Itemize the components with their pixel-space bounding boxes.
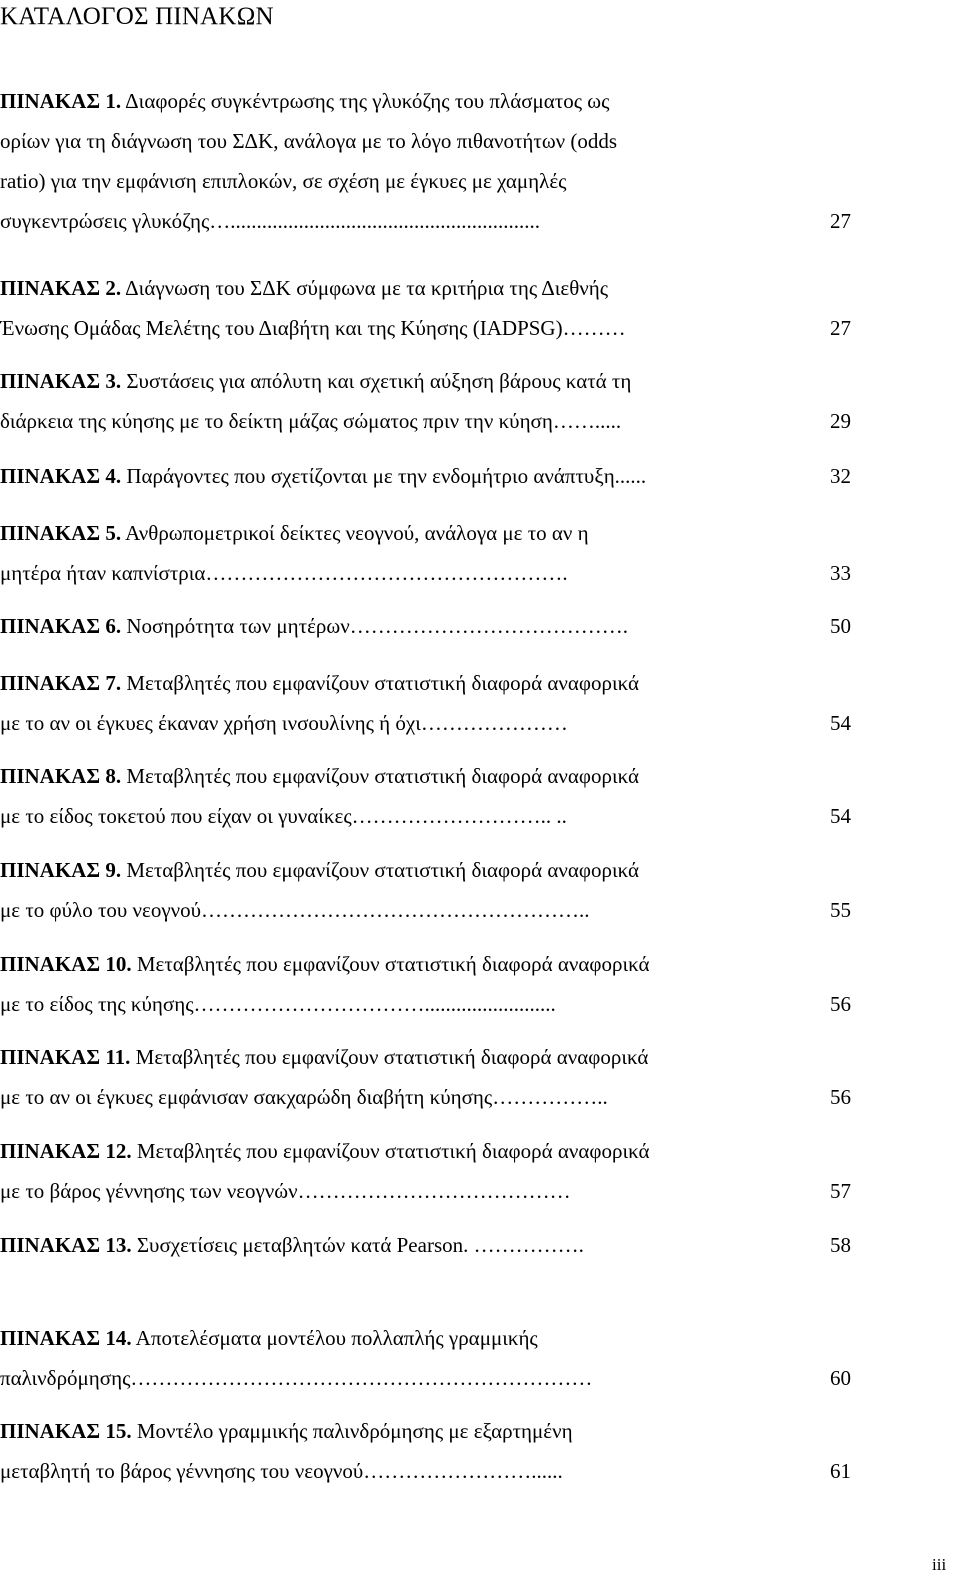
- table-label: ΠΙΝΑΚΑΣ 14.: [0, 1326, 132, 1350]
- toc-entry-first-line: [0, 368, 820, 396]
- table-caption-text: Αποτελέσματα μοντέλου πολλαπλής γραμμικής: [131, 1326, 538, 1350]
- toc-entry-line: [0, 560, 820, 588]
- table-caption-text: συγκεντρώσεις γλυκόζης…...........................................................: [0, 209, 541, 233]
- table-label: ΠΙΝΑΚΑΣ 8.: [0, 764, 122, 788]
- table-caption-text: Μεταβλητές που εμφανίζουν στατιστική διαφορά αναφορικά: [131, 1139, 650, 1163]
- table-caption-text: Μεταβλητές που εμφανίζουν στατιστική διαφορά αναφορικά: [131, 952, 650, 976]
- table-caption-text: Συστάσεις για απόλυτη και σχετική αύξηση βάρους κατά τη: [121, 369, 632, 393]
- toc-page-number: 58: [830, 1233, 851, 1257]
- toc-page-number: 33: [830, 561, 851, 585]
- table-caption-text: ορίων για τη διάγνωση του ΣΔΚ, ανάλογα με το λόγο πιθανοτήτων (odds: [0, 129, 618, 153]
- toc-entry-first-line: [0, 88, 820, 116]
- table-caption-text: Νοσηρότητα των μητέρων………………………………….: [121, 614, 628, 638]
- table-caption-text: με το είδος της κύησης…………………………….........................: [0, 992, 556, 1016]
- table-caption-text: μεταβλητή το βάρος γέννησης του νεογνού……………………......: [0, 1459, 563, 1483]
- table-caption-text: μητέρα ήταν καπνίστρια…………………………………………….: [0, 561, 568, 585]
- toc-entry-first-line: [0, 951, 820, 979]
- table-caption-text: Μεταβλητές που εμφανίζουν στατιστική διαφορά αναφορικά: [121, 671, 640, 695]
- table-label: ΠΙΝΑΚΑΣ 10.: [0, 952, 132, 976]
- toc-page-number: 61: [830, 1459, 851, 1483]
- page-title: ΚΑΤΑΛΟΓΟΣ ΠΙΝΑΚΩΝ: [0, 3, 274, 30]
- toc-entry-line: [0, 1458, 820, 1486]
- toc-entry-line: [0, 208, 820, 236]
- table-caption-text: με το είδος τοκετού που είχαν οι γυναίκες……………………….. ..: [0, 804, 567, 828]
- table-label: ΠΙΝΑΚΑΣ 4.: [0, 464, 122, 488]
- toc-entry-line: [0, 128, 820, 156]
- toc-entry-first-line: [0, 1418, 820, 1446]
- table-label: ΠΙΝΑΚΑΣ 3.: [0, 369, 122, 393]
- table-label: ΠΙΝΑΚΑΣ 5.: [0, 521, 122, 545]
- toc-entry-first-line: [0, 763, 820, 791]
- table-label: ΠΙΝΑΚΑΣ 11.: [0, 1045, 131, 1069]
- table-caption-text: διάρκεια της κύησης με το δείκτη μάζας σώματος πριν την κύηση…….....: [0, 409, 622, 433]
- toc-entry-first-line: [0, 857, 820, 885]
- toc-page-number: 54: [830, 804, 851, 828]
- table-caption-text: Μεταβλητές που εμφανίζουν στατιστική διαφορά αναφορικά: [121, 858, 640, 882]
- table-caption-text: Συσχετίσεις μεταβλητών κατά Pearson. …………….: [131, 1233, 584, 1257]
- table-label: ΠΙΝΑΚΑΣ 9.: [0, 858, 122, 882]
- toc-page-number: 27: [830, 316, 851, 340]
- toc-entry-first-line: [0, 1325, 820, 1353]
- toc-page-number: 32: [830, 464, 851, 488]
- toc-entry-line: [0, 897, 820, 925]
- toc-entry-first-line: [0, 1232, 820, 1260]
- toc-entry-line: [0, 991, 820, 1019]
- table-label: ΠΙΝΑΚΑΣ 6.: [0, 614, 122, 638]
- toc-page-number: 50: [830, 614, 851, 638]
- toc-entry-line: [0, 315, 820, 343]
- toc-entry-line: [0, 168, 820, 196]
- toc-entry-first-line: [0, 1138, 820, 1166]
- page-number-footer: iii: [932, 1555, 947, 1574]
- toc-entry-first-line: [0, 670, 820, 698]
- table-caption-text: Διάγνωση του ΣΔΚ σύμφωνα με τα κριτήρια της Διεθνής: [121, 276, 609, 300]
- table-label: ΠΙΝΑΚΑΣ 13.: [0, 1233, 132, 1257]
- toc-entry-line: [0, 710, 820, 738]
- table-caption-text: παλινδρόμησης…………………………………………………………: [0, 1366, 593, 1390]
- toc-page-number: 55: [830, 898, 851, 922]
- toc-page-number: 60: [830, 1366, 851, 1390]
- toc-page-number: 29: [830, 409, 851, 433]
- table-caption-text: με το αν οι έγκυες έκαναν χρήση ινσουλίνης ή όχι…………………: [0, 711, 568, 735]
- toc-page-number: 27: [830, 209, 851, 233]
- table-caption-text: Ανθρωπομετρικοί δείκτες νεογνού, ανάλογα με το αν η: [121, 521, 589, 545]
- toc-entry-first-line: [0, 520, 820, 548]
- toc-entry-line: [0, 1365, 820, 1393]
- table-label: ΠΙΝΑΚΑΣ 7.: [0, 671, 122, 695]
- toc-entry-line: [0, 803, 820, 831]
- table-caption-text: Παράγοντες που σχετίζονται με την ενδομήτριο ανάπτυξη......: [121, 464, 647, 488]
- table-caption-text: Μεταβλητές που εμφανίζουν στατιστική διαφορά αναφορικά: [130, 1045, 649, 1069]
- toc-entry-first-line: [0, 613, 820, 641]
- table-caption-text: με το αν οι έγκυες εμφάνισαν σακχαρώδη διαβήτη κύησης……………..: [0, 1085, 608, 1109]
- table-label: ΠΙΝΑΚΑΣ 1.: [0, 89, 122, 113]
- table-caption-text: ratio) για την εμφάνιση επιπλοκών, σε σχέση με έγκυες με χαμηλές: [0, 169, 567, 193]
- table-caption-text: Διαφορές συγκέντρωσης της γλυκόζης του πλάσματος ως: [121, 89, 610, 113]
- toc-page-number: 57: [830, 1179, 851, 1203]
- toc-entry-first-line: [0, 463, 820, 491]
- toc-entry-line: [0, 1178, 820, 1206]
- toc-entry-line: [0, 408, 820, 436]
- table-label: ΠΙΝΑΚΑΣ 15.: [0, 1419, 132, 1443]
- table-caption-text: Ένωσης Ομάδας Μελέτης του Διαβήτη και της Κύησης (IADPSG)………: [0, 316, 626, 340]
- table-label: ΠΙΝΑΚΑΣ 12.: [0, 1139, 132, 1163]
- table-caption-text: με το φύλο του νεογνού………………………………………………..: [0, 898, 590, 922]
- table-caption-text: με το βάρος γέννησης των νεογνών…………………………………: [0, 1179, 571, 1203]
- toc-entry-first-line: [0, 1044, 820, 1072]
- table-caption-text: Μεταβλητές που εμφανίζουν στατιστική διαφορά αναφορικά: [121, 764, 640, 788]
- toc-page-number: 56: [830, 992, 851, 1016]
- toc-entry-first-line: [0, 275, 820, 303]
- toc-entry-line: [0, 1084, 820, 1112]
- table-label: ΠΙΝΑΚΑΣ 2.: [0, 276, 122, 300]
- toc-page-number: 56: [830, 1085, 851, 1109]
- table-caption-text: Μοντέλο γραμμικής παλινδρόμησης με εξαρτημένη: [131, 1419, 573, 1443]
- toc-page-number: 54: [830, 711, 851, 735]
